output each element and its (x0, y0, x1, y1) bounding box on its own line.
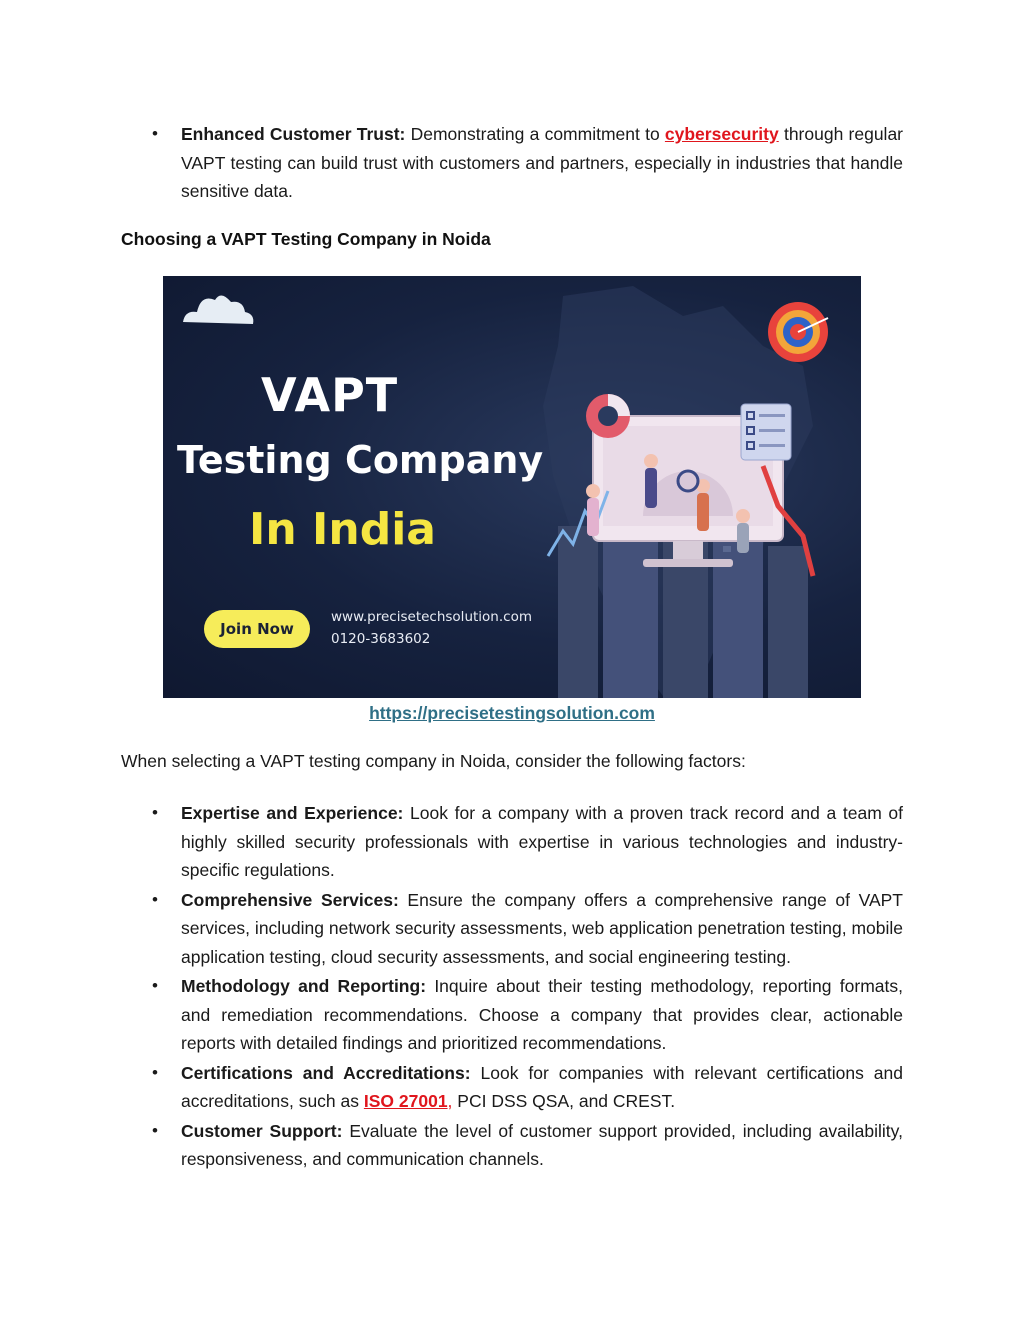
image-caption (163, 703, 861, 724)
factor-title: Comprehensive Services: (181, 889, 399, 910)
factor-text: Look for companies with relevant certifications and accreditations, such as (181, 1062, 903, 1111)
factor-support (152, 1117, 903, 1174)
bullet-title: Enhanced Customer Trust: (181, 124, 406, 144)
factor-text: PCI DSS QSA, and CREST. (452, 1091, 676, 1111)
factor-certifications (152, 1059, 903, 1116)
factor-text: Look for a company with a proven track record and a team of highly skilled security professionals with expertise in various technologies and industry-specific regulations. (181, 803, 903, 880)
factor-expertise (152, 799, 903, 885)
precisetestingsolution-link[interactable]: https://precisetestingsolution.com (369, 703, 655, 723)
banner-title-vapt: VAPT (261, 368, 399, 422)
factor-title: Methodology and Reporting: (181, 976, 427, 996)
bullet-dot: • (152, 1062, 158, 1082)
bullet-dot: • (152, 124, 158, 143)
factors-list (0, 799, 1024, 1175)
factor-title: Certifications and Accreditations: (181, 1062, 471, 1083)
banner-title-testing-company: Testing Company (177, 438, 544, 482)
link-comma: , (447, 1091, 453, 1111)
factor-title: Customer Support: (181, 1120, 343, 1141)
cybersecurity-link[interactable]: cybersecurity (664, 124, 779, 144)
bullet-dot: • (152, 889, 158, 909)
factor-title: Expertise and Experience: (181, 803, 404, 823)
factor-text: Evaluate the level of customer support provided, including availability, responsiveness, and communication channels. (181, 1120, 903, 1169)
join-now-button[interactable]: Join Now (204, 610, 310, 648)
iso-27001-link[interactable]: ISO 27001 (363, 1091, 448, 1111)
bullet-dot: • (152, 1120, 158, 1140)
top-bullet-list (0, 120, 1024, 207)
factor-services (152, 886, 903, 972)
factor-text: Inquire about their testing methodology, reporting formats, and remediation recommendations. Choose a company that provides clear, actionable reports with detailed findings and prioritized recommendations. (181, 976, 904, 1053)
banner-website: www.precisetechsolution.com (331, 609, 532, 625)
bullet-customer-trust (152, 120, 904, 206)
factor-methodology (152, 972, 904, 1058)
factor-text: Ensure the company offers a comprehensive range of VAPT services, including network security assessments, web application penetration testing, mobile application testing, cloud security assessments, and social engineering testing. (181, 889, 903, 967)
section-heading: Choosing a VAPT Testing Company in Noida (121, 229, 491, 249)
banner-phone: 0120-3683602 (331, 631, 431, 647)
banner-title-in-india: In India (249, 504, 436, 555)
bullet-text: Demonstrating a commitment to (405, 124, 665, 144)
vapt-banner-image (163, 276, 861, 698)
bullet-dot: • (152, 803, 158, 822)
intro-paragraph: When selecting a VAPT testing company in Noida, consider the following factors: (121, 751, 746, 771)
bullet-dot: • (152, 976, 158, 995)
bullet-text: through regular VAPT testing can build trust with customers and partners, especially in industries that handle sensitive data. (181, 124, 904, 201)
